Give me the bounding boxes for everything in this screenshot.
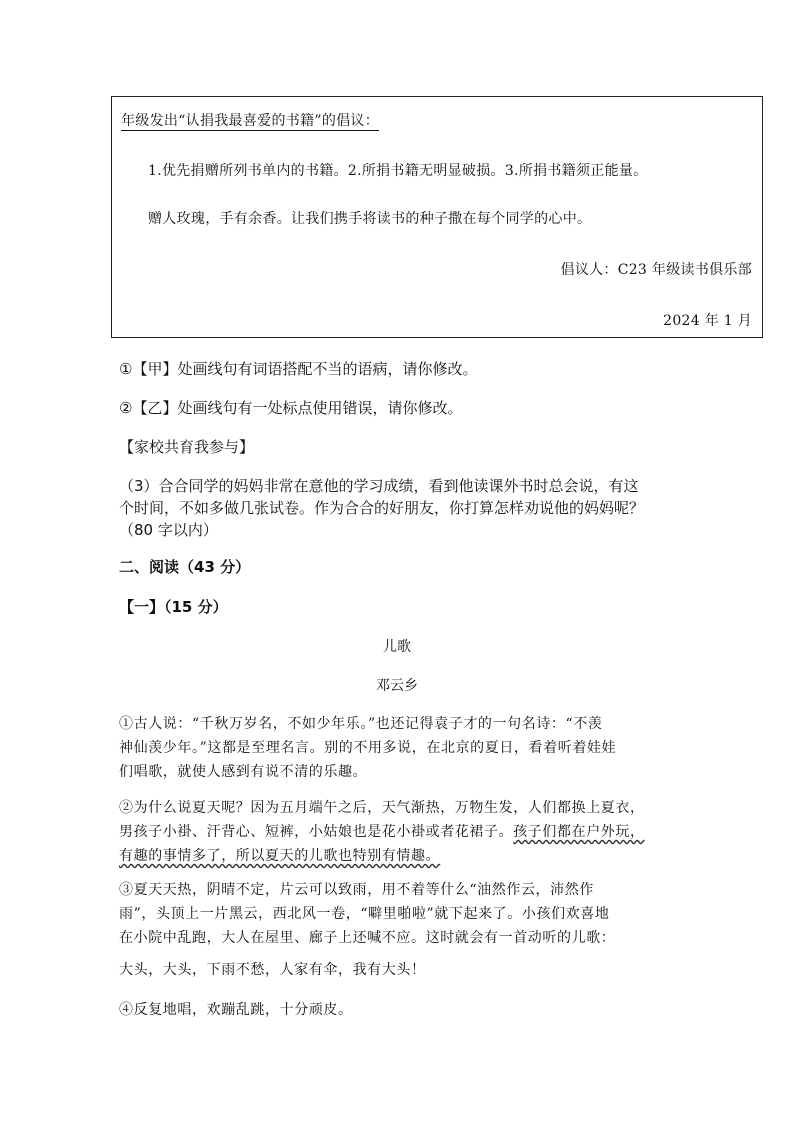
question-1: ①【甲】处画线句有词语搭配不当的语病，请你修改。 bbox=[119, 360, 478, 378]
text-line bbox=[119, 820, 689, 844]
reading-part: 【一】（15 分） bbox=[119, 598, 228, 616]
proposal-box bbox=[111, 96, 763, 338]
paragraph-1 bbox=[119, 712, 689, 784]
text-segment: 男孩子小褂、汗背心、短裤，小姑娘也是花小褂或者花裙子。 bbox=[119, 824, 514, 840]
proposal-rules: 1.优先捐赠所列书单内的书籍。2.所捐书籍无明显破损。3.所捐书籍须正能量。 bbox=[148, 163, 648, 179]
question-3 bbox=[119, 475, 719, 541]
proposal-date: 2024 年 1 月 bbox=[663, 313, 752, 329]
nursery-rhyme: 大头，大头，下雨不愁，人家有伞，我有大头！ bbox=[119, 962, 426, 978]
paragraph-4: ④反复地唱，欢蹦乱跳，十分顽皮。 bbox=[119, 1002, 353, 1018]
reading-heading: 二、阅读（43 分） bbox=[119, 558, 251, 576]
article-title: 儿歌 bbox=[383, 639, 411, 655]
text-line: 在小院中乱跑，大人在屋里、廊子上还喊不应。这时就会有一首动听的儿歌： bbox=[119, 930, 616, 946]
paragraph-2 bbox=[119, 796, 689, 868]
proposal-heading-text: 年级发出“认捐我最喜爱的书籍”的倡议： bbox=[121, 113, 380, 129]
text-line: ②为什么说夏天呢？因为五月端午之后，天气渐热，万物生发，人们都换上夏衣， bbox=[119, 800, 645, 816]
question-3-line: 个时间，不如多做几张试卷。作为合合的好朋友，你打算怎样劝说他的妈妈呢？ bbox=[119, 499, 645, 517]
question-3-line: （3）合合同学的妈妈非常在意他的学习成绩，看到他读课外书时总会说，有这 bbox=[119, 477, 639, 495]
question-2: ②【乙】处画线句有一处标点使用错误，请你修改。 bbox=[119, 399, 463, 417]
text-line: 雨”，头顶上一片黑云，西北风一卷，“噼里啪啦”就下起来了。小孩们欢喜地 bbox=[119, 906, 610, 922]
paragraph-3 bbox=[119, 878, 689, 950]
text-line: ①古人说：“千秋万岁名，不如少年乐。”也还记得袁子才的一句名诗：“不羡 bbox=[119, 716, 603, 732]
text-line: ③夏天天热，阴晴不定，片云可以致雨，用不着等什么“油然作云，沛然作 bbox=[119, 882, 594, 898]
proposal-signer: 倡议人：C23 年级读书俱乐部 bbox=[560, 262, 752, 278]
wavy-underlined-text: 有趣的事情多了，所以夏天的儿歌也特别有情趣。 bbox=[119, 848, 441, 864]
wavy-underlined-text: 孩子们都在户外玩， bbox=[513, 824, 645, 840]
text-line bbox=[119, 844, 689, 868]
article-author: 邓云乡 bbox=[376, 678, 418, 694]
question-3-line: （80 字以内） bbox=[119, 521, 218, 539]
text-line: 们唱歌，就使人感到有说不清的乐趣。 bbox=[119, 764, 368, 780]
proposal-heading bbox=[121, 110, 379, 130]
section-label: 【家校共育我参与】 bbox=[119, 438, 255, 456]
text-line: 神仙羡少年。”这都是至理名言。别的不用多说，在北京的夏日，看着听着娃娃 bbox=[119, 740, 617, 756]
proposal-slogan: 赠人玫瑰，手有余香。让我们携手将读书的种子撒在每个同学的心中。 bbox=[148, 211, 592, 227]
